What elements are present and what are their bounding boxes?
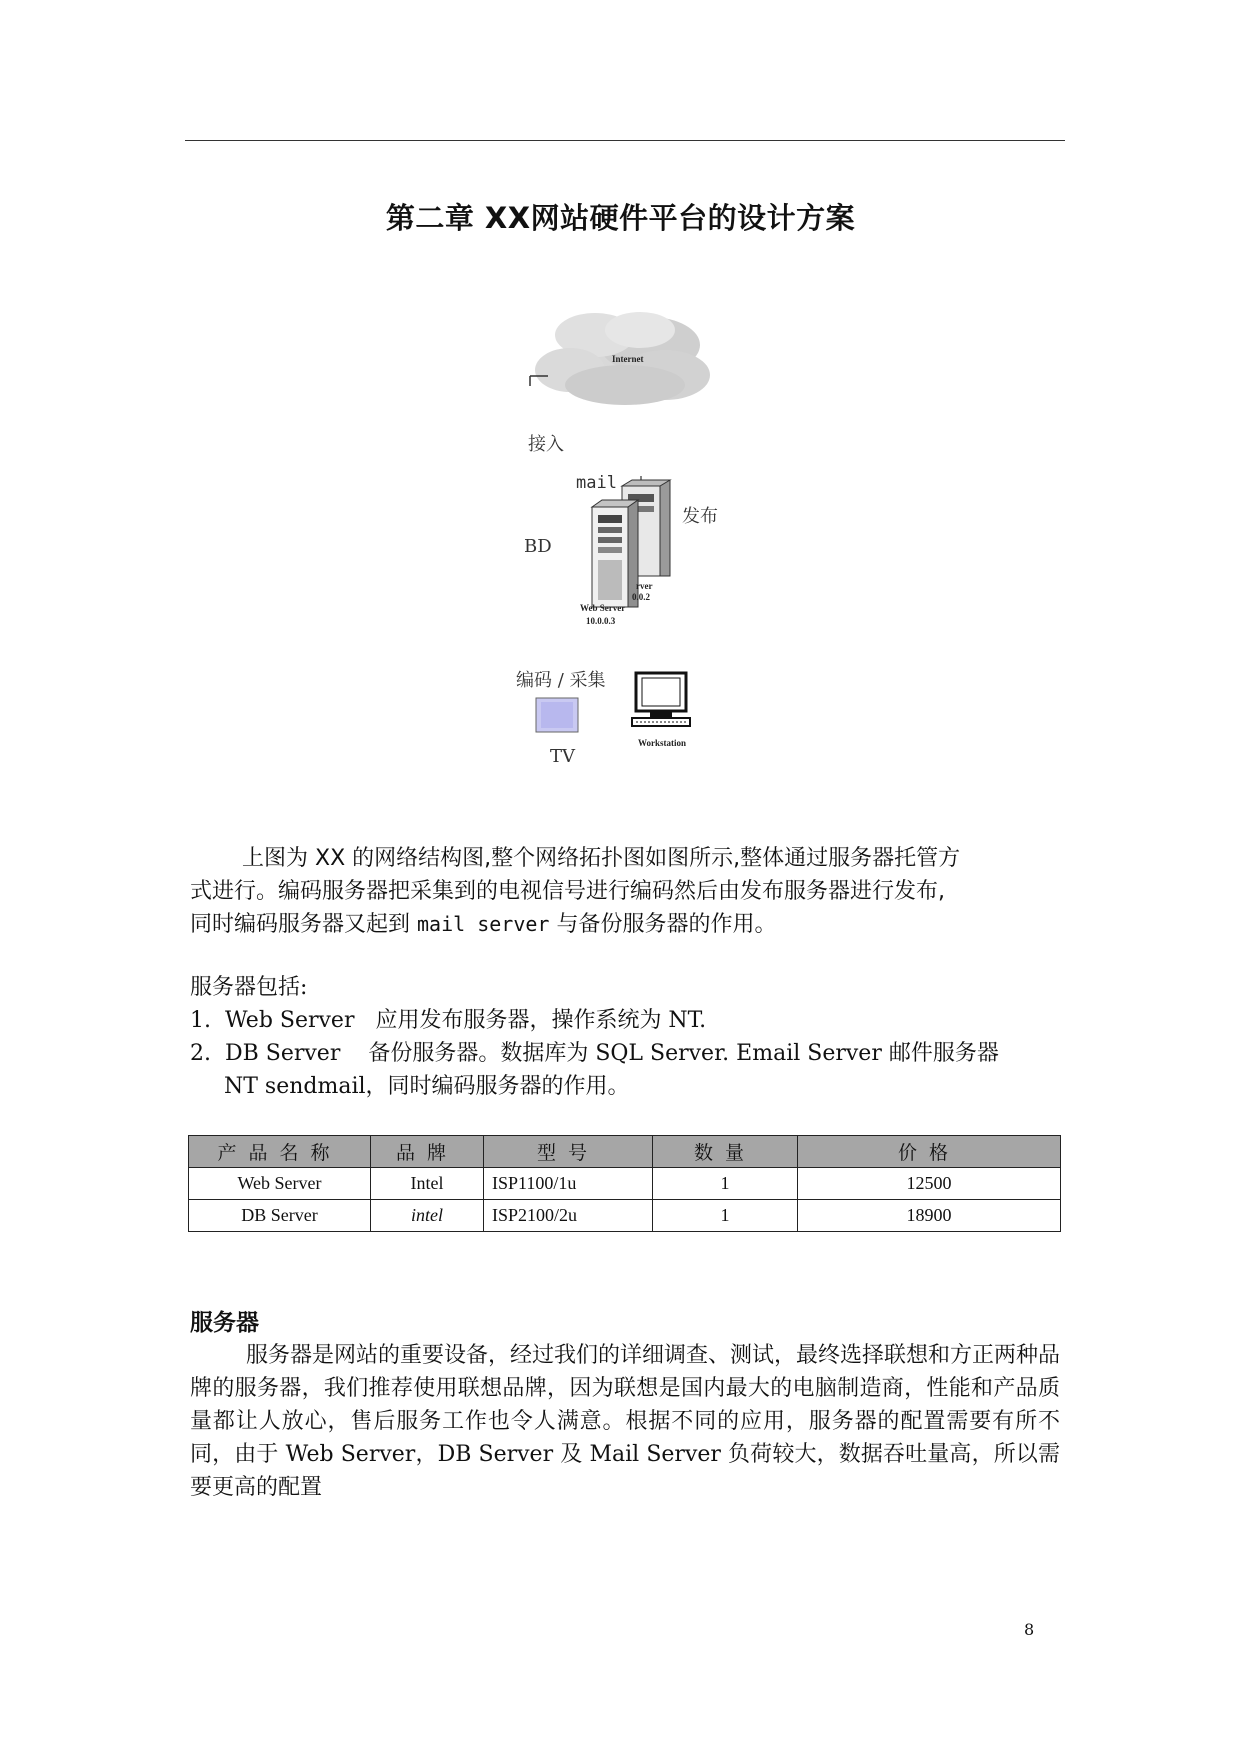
- web-server-icon: [592, 500, 638, 607]
- bd-label: BD: [524, 536, 552, 557]
- server-list-item-1: 1. Web Server 应用发布服务器，操作系统为 NT.: [190, 1008, 707, 1033]
- table-cell: ISP2100/2u: [484, 1200, 653, 1232]
- intro-line-3: [190, 908, 1060, 941]
- table-cell: Web Server: [189, 1168, 371, 1200]
- web-server-label: Web Server: [580, 603, 626, 613]
- page-number: 8: [1024, 1620, 1035, 1639]
- mail-label: mail: [576, 473, 617, 493]
- server-list-item-2: 2. DB Server 备份服务器。数据库为 SQL Server. Email Server 邮件服务器: [190, 1041, 999, 1066]
- internet-label: Internet: [612, 354, 644, 364]
- table-cell: 1: [653, 1168, 798, 1200]
- table-header: 品牌: [371, 1136, 484, 1168]
- web-server-ip: 10.0.0.3: [586, 616, 616, 626]
- table-cell: Intel: [371, 1168, 484, 1200]
- table-header-row: [189, 1136, 1061, 1168]
- table-header: 型号: [484, 1136, 653, 1168]
- network-diagram: [500, 290, 780, 780]
- intro-line-2: 式进行。编码服务器把采集到的电视信号进行编码然后由发布服务器进行发布,: [190, 879, 945, 904]
- workstation-icon: [632, 673, 690, 726]
- server-back-ip: 0.0.2: [632, 592, 650, 602]
- intro-line-1: 上图为 XX 的网络结构图,整个网络拓扑图如图所示,整体通过服务器托管方: [242, 846, 961, 871]
- table-cell: intel: [371, 1200, 484, 1232]
- header-rule: [185, 140, 1065, 141]
- server-list: [190, 971, 1070, 1103]
- table-cell: 18900: [798, 1200, 1061, 1232]
- access-label: 接入: [528, 434, 564, 455]
- tv-label: TV: [550, 746, 576, 767]
- table-cell: 12500: [798, 1168, 1061, 1200]
- intro-line-3-mono: mail server: [417, 912, 550, 936]
- encode-label: 编码 / 采集: [516, 670, 606, 691]
- intro-line-3a: 同时编码服务器又起到: [190, 912, 417, 937]
- table-cell: ISP1100/1u: [484, 1168, 653, 1200]
- table-header: 价格: [798, 1136, 1061, 1168]
- section-body: 服务器是网站的重要设备，经过我们的详细调查、测试，最终选择联想和方正两种品牌的服务器，我们推荐使用联想品牌，因为联想是国内最大的电脑制造商，性能和产品质量都让人放心，售后服务工作也令人满意。根据不同的应用，服务器的配置需要有所不同，由于 Web Server，DB Server 及 Mail Server 负荷较大，数据吞吐量高，所以需要更高的配置: [190, 1343, 1061, 1500]
- chapter-title: 第二章 XX网站硬件平台的设计方案: [385, 201, 856, 235]
- publish-label: 发布: [682, 506, 718, 527]
- intro-paragraph: [190, 842, 1060, 941]
- table-header: 产品名称: [189, 1136, 371, 1168]
- table-cell: DB Server: [189, 1200, 371, 1232]
- table-row: [189, 1200, 1061, 1232]
- server-list-heading: 服务器包括:: [190, 975, 308, 1000]
- product-table: [188, 1135, 1061, 1232]
- table-row: [189, 1168, 1061, 1200]
- table-header: 数量: [653, 1136, 798, 1168]
- table-cell: 1: [653, 1200, 798, 1232]
- server-list-item-2-cont: NT sendmail，同时编码服务器的作用。: [224, 1074, 630, 1099]
- section-heading: 服务器: [190, 1310, 259, 1336]
- tv-icon: [536, 698, 578, 732]
- workstation-label: Workstation: [638, 738, 687, 748]
- intro-line-3b: 与备份服务器的作用。: [549, 912, 777, 937]
- server-back-label: rver: [636, 581, 653, 591]
